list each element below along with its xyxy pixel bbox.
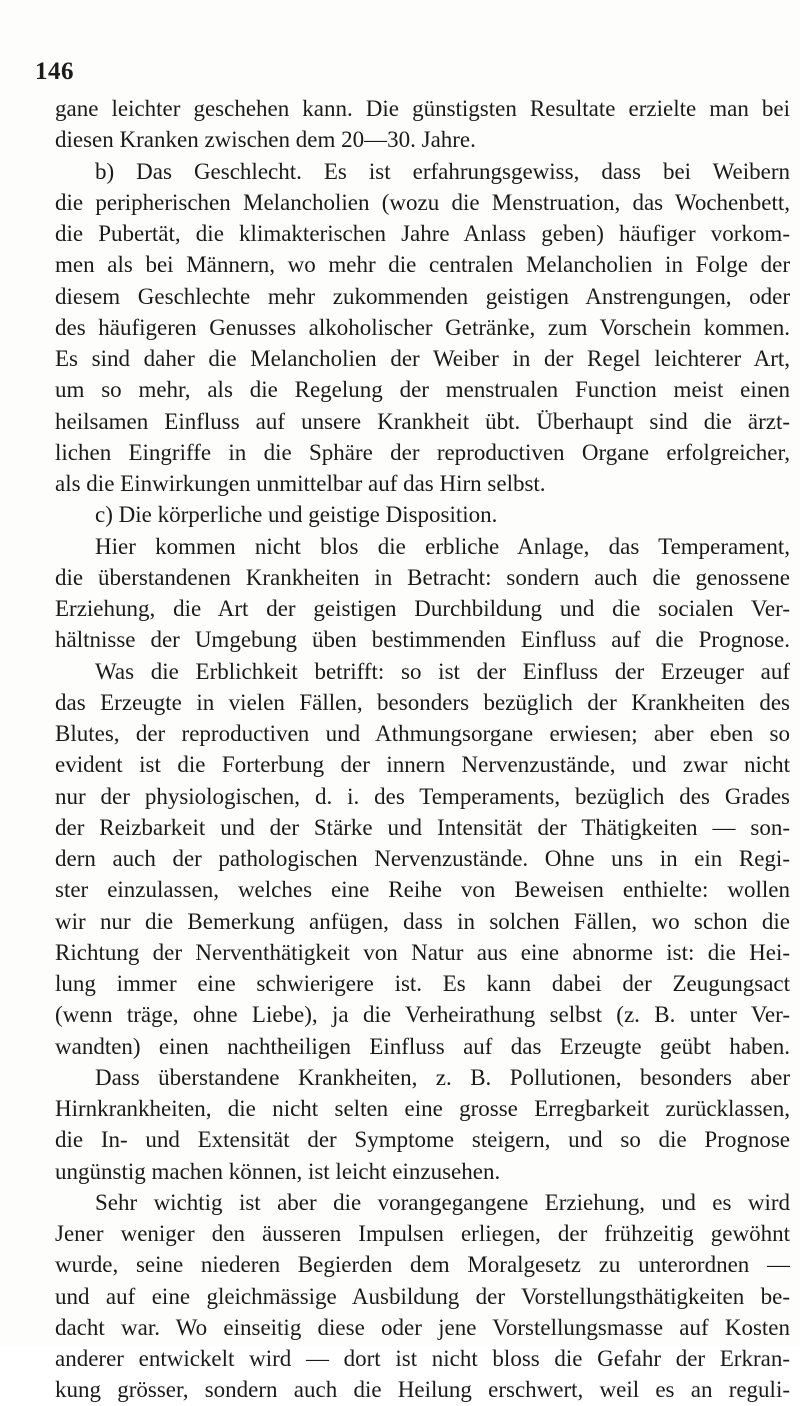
text-line: diesen Kranken zwischen dem 20—30. Jahre. — [55, 127, 476, 153]
text-line: der Reizbarkeit und der Stärke und Intensität der Thätigkeiten — son- — [55, 814, 790, 840]
text-line: dern auch der pathologischen Nervenzustände. Ohne uns in ein Regi- — [55, 846, 790, 871]
text-line: lung immer eine schwierigere ist. Es kann dabei der Zeugungsact — [55, 971, 790, 996]
text-line: die überstandenen Krankheiten in Betracht: sondern auch die genossene — [55, 564, 790, 590]
text-line: die Pubertät, die klimakterischen Jahre Anlass geben) häufiger vorkom- — [55, 221, 790, 246]
text-line: Was die Erblichkeit betrifft: so ist der Einfluss der Erzeuger auf — [95, 658, 790, 684]
text-line: Blutes, der reproductiven und Athmungsorgane erwiesen; aber eben so — [55, 721, 790, 746]
text-line: evident ist die Forterbung der innern Nervenzustände, und zwar nicht — [55, 752, 790, 778]
text-line: wir nur die Bemerkung anfügen, dass in solchen Fällen, wo schon die — [55, 908, 790, 934]
text-line: hältnisse der Umgebung üben bestimmenden Einfluss auf die Prognose. — [55, 627, 790, 653]
text-line: Erziehung, die Art der geistigen Durchbildung und die socialen Ver- — [55, 596, 790, 621]
text-line: (wenn träge, ohne Liebe), ja die Verheirathung selbst (z. B. unter Ver- — [55, 1002, 790, 1028]
text-line: Sehr wichtig ist aber die vorangegangene Erziehung, und es wird — [95, 1189, 790, 1215]
text-line: wurde, seine niederen Begierden dem Moralgesetz zu unterordnen — — [55, 1252, 790, 1278]
text-line: als die Einwirkungen unmittelbar auf das Hirn selbst. — [55, 471, 546, 496]
text-line: Hirnkrankheiten, die nicht selten eine grosse Erregbarkeit zurücklassen, — [55, 1096, 790, 1121]
section-heading: c) Die körperliche und geistige Disposition. — [95, 502, 498, 528]
text-line: die In- und Extensität der Symptome steigern, und so die Prognose — [55, 1127, 790, 1153]
body-text — [55, 93, 790, 1406]
text-line: Dass überstandene Krankheiten, z. B. Pollutionen, besonders aber — [95, 1064, 790, 1090]
text-line: wandten) einen nachtheiligen Einfluss auf das Erzeugte geübt haben. — [55, 1033, 790, 1059]
text-line: ster einzulassen, welches eine Reihe von Beweisen enthielte: wollen — [55, 877, 790, 903]
text-line: des häufigeren Genusses alkoholischer Getränke, zum Vorschein kommen. — [55, 314, 790, 340]
text-line: Jener weniger den äusseren Impulsen erliegen, der frühzeitig gewöhnt — [55, 1221, 790, 1246]
text-line: kung grösser, sondern auch die Heilung erschwert, weil es an reguli- — [55, 1377, 790, 1403]
page-number: 146 — [35, 58, 74, 85]
text-line: lichen Eingriffe in die Sphäre der reproductiven Organe erfolgreicher, — [55, 439, 790, 465]
text-line: dacht war. Wo einseitig diese oder jene Vorstellungsmasse auf Kosten — [55, 1314, 790, 1340]
text-line: men als bei Männern, wo mehr die centralen Melancholien in Folge der — [55, 252, 790, 278]
text-line: das Erzeugte in vielen Fällen, besonders bezüglich der Krankheiten des — [55, 689, 790, 715]
text-line: b) Das Geschlecht. Es ist erfahrungsgewiss, dass bei Weibern — [95, 158, 790, 184]
text-line: und auf eine gleichmässige Ausbildung der Vorstellungsthätigkeiten be- — [55, 1283, 790, 1309]
text-line: diesem Geschlechte mehr zukommenden geistigen Anstrengungen, oder — [55, 283, 790, 309]
text-line: ungünstig machen können, ist leicht einzusehen. — [55, 1158, 501, 1184]
text-line: gane leichter geschehen kann. Die günstigsten Resultate erzielte man bei — [55, 96, 790, 121]
text-line: Richtung der Nerventhätigkeit von Natur aus eine abnorme ist: die Hei- — [55, 939, 790, 965]
text-line: Es sind daher die Melancholien der Weiber in der Regel leichterer Art, — [55, 346, 790, 371]
text-line: um so mehr, als die Regelung der menstrualen Function meist einen — [55, 377, 790, 403]
text-line: Hier kommen nicht blos die erbliche Anlage, das Temperament, — [95, 533, 790, 559]
text-line: die peripherischen Melancholien (wozu die Menstruation, das Wochenbett, — [55, 189, 790, 215]
text-line: heilsamen Einfluss auf unsere Krankheit übt. Überhaupt sind die ärzt- — [55, 408, 790, 434]
text-line: nur der physiologischen, d. i. des Temperaments, bezüglich des Grades — [55, 783, 790, 809]
text-line: anderer entwickelt wird — dort ist nicht bloss die Gefahr der Erkran- — [55, 1346, 790, 1371]
